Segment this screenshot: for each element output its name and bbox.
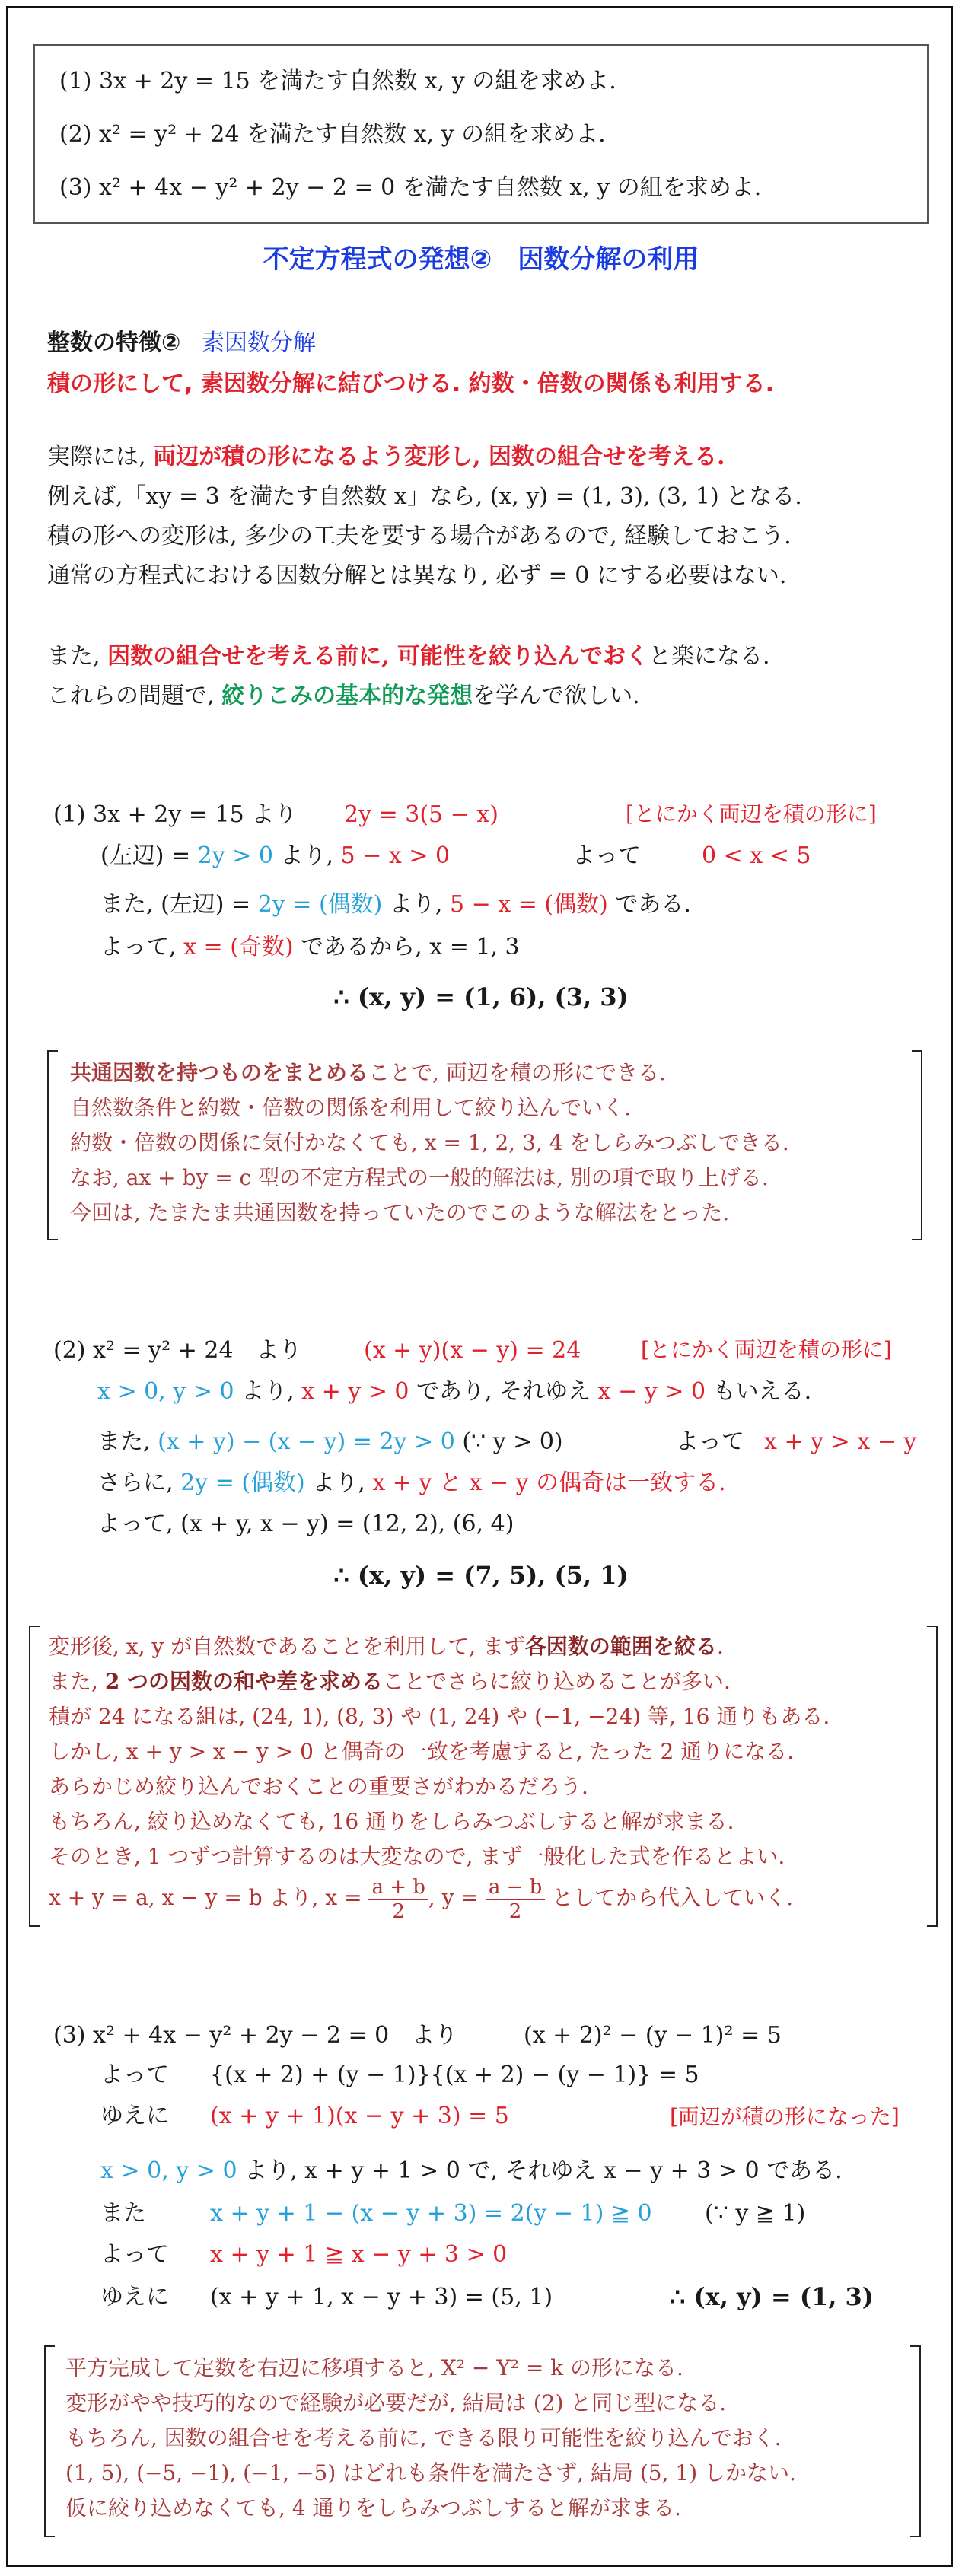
note3-line-5: 仮に絞り込めなくても, 4 通りをしらみつぶしすると解が求まる. xyxy=(65,2495,681,2520)
sol2-r2-d: であり, それゆえ xyxy=(409,1378,598,1405)
note2-l2-a: また, xyxy=(49,1669,105,1694)
intro-l5-c: と楽になる. xyxy=(648,643,770,670)
note1-line-2: 自然数条件と約数・倍数の関係を利用して絞り込んでいく. xyxy=(70,1095,631,1120)
sol1-row-1c: [とにかく両辺を積の形に] xyxy=(626,801,877,826)
note2-line-2 xyxy=(49,1668,731,1696)
sol2-r4-b: 2y = (偶数) xyxy=(180,1469,305,1496)
note1-l1-a: 共通因数を持つものをまとめる xyxy=(70,1060,369,1085)
sol1-r3-d: 5 − x = (偶数) xyxy=(449,891,608,918)
sol3-row-2a: よって xyxy=(100,2062,169,2088)
sol3-answer: ∴ (x, y) = (1, 3) xyxy=(670,2282,874,2311)
sol2-r3-b: (x + y) − (x − y) = 2y > 0 xyxy=(158,1428,455,1455)
sol3-row-1a: (3) x² + 4x − y² + 2y − 2 = 0 より xyxy=(53,2022,458,2049)
note2-line-5: あらかじめ絞り込んでおくことの重要さがわかるだろう. xyxy=(49,1774,588,1799)
note2-line-8 xyxy=(49,1875,793,1923)
sol2-r2-a: x > 0, y > 0 xyxy=(97,1378,234,1405)
feature-desc: 積の形にして, 素因数分解に結びつける. 約数・倍数の関係も利用する. xyxy=(47,371,775,397)
intro-line-2: 例えば,「xy = 3 を満たす自然数 x」なら, (x, y) = (1, 3), (3, 1) となる. xyxy=(47,483,802,510)
feature-topic: 素因数分解 xyxy=(201,330,316,356)
fraction-x-numerator: a + b xyxy=(368,1876,428,1900)
sol1-r2-b: 2y > 0 xyxy=(197,842,273,869)
sol1-answer: ∴ (x, y) = (1, 6), (3, 3) xyxy=(333,982,629,1011)
sol2-answer: ∴ (x, y) = (7, 5), (5, 1) xyxy=(333,1561,629,1590)
note2-l1-c: . xyxy=(716,1634,724,1659)
intro-line-4: 通常の方程式における因数分解とは異なり, 必ず = 0 にする必要はない. xyxy=(47,562,787,589)
sol2-r4-a: さらに, xyxy=(97,1469,181,1496)
sol2-row-5: よって, (x + y, x − y) = (12, 2), (6, 4) xyxy=(97,1511,514,1537)
sol1-r3-a: また, (左辺) = xyxy=(100,891,258,918)
note2-bracket-left xyxy=(29,1626,40,1927)
intro-line-6 xyxy=(47,682,640,711)
note3-line-2: 変形がやや技巧的なので経験が必要だが, 結局は (2) と同じ型になる. xyxy=(65,2390,727,2415)
sol3-row-5c: (∵ y ≧ 1) xyxy=(705,2200,806,2227)
note1-line-5: 今回は, たまたま共通因数を持っていたのでこのような解法をとった. xyxy=(70,1200,730,1225)
note2-l8-a: x + y = a, x − y = b より, x = xyxy=(49,1885,369,1910)
intro-l5-b: 因数の組合せを考える前に, 可能性を絞り込んでおく xyxy=(107,643,648,670)
sol2-row-1b: (x + y)(x − y) = 24 xyxy=(364,1337,581,1364)
sol3-row-4 xyxy=(100,2157,843,2186)
note3-bracket-right xyxy=(910,2345,921,2537)
note2-l1-b: 各因数の範囲を絞る xyxy=(524,1634,717,1659)
sol1-r2-d: 5 − x > 0 xyxy=(340,842,451,869)
sol1-row-4 xyxy=(100,933,520,962)
note2-l1-a: 変形後, x, y が自然数であることを利用して, まず xyxy=(49,1634,525,1659)
note2-l2-c: ことでさらに絞り込めることが多い. xyxy=(383,1669,731,1694)
note1-bracket-left xyxy=(47,1050,58,1240)
sol2-row-2 xyxy=(97,1377,811,1406)
sol2-row-1a: (2) x² = y² + 24 より xyxy=(53,1337,302,1364)
note1-line-4: なお, ax + by = c 型の不定方程式の一般的解法は, 別の項で取り上げる. xyxy=(70,1165,769,1190)
note2-l8-b: , y = xyxy=(428,1885,486,1910)
sol2-r2-f: もいえる. xyxy=(706,1378,812,1405)
sol2-r3-c: (∵ y > 0) xyxy=(454,1428,563,1455)
sol1-r4-a: よって, xyxy=(100,934,184,960)
sol1-r4-c: であるから, x = 1, 3 xyxy=(293,934,520,960)
fraction-x-denominator: 2 xyxy=(392,1899,405,1923)
note2-line-3: 積が 24 になる組は, (24, 1), (8, 3) や (1, 24) や (−1, −24) 等, 16 通りもある. xyxy=(49,1704,830,1729)
intro-l1-b: 両辺が積の形になるよう変形し, 因数の組合せを考える. xyxy=(153,444,725,470)
sol1-r2-c: より, xyxy=(272,842,341,869)
sol2-r4-d: x + y と x − y の偶奇は一致する. xyxy=(372,1469,726,1496)
note1-bracket-right xyxy=(912,1050,922,1240)
sol1-r3-e: である. xyxy=(607,891,691,918)
sol2-row-3e: x + y > x − y xyxy=(764,1428,917,1455)
note2-line-6: もちろん, 絞り込めなくても, 16 通りをしらみつぶしすると解が求まる. xyxy=(49,1809,734,1834)
sol3-row-3c: [両辺が積の形になった] xyxy=(670,2104,900,2129)
sol3-row-5b: x + y + 1 − (x − y + 3) = 2(y − 1) ≧ 0 xyxy=(210,2200,652,2227)
intro-l6-a: これらの問題で, xyxy=(47,683,222,709)
problem-3: (3) x² + 4x − y² + 2y − 2 = 0 を満たす自然数 x, y の組を求めよ. xyxy=(59,174,762,201)
problem-1: (1) 3x + 2y = 15 を満たす自然数 x, y の組を求めよ. xyxy=(59,68,616,94)
intro-l6-b: 絞りこみの基本的な発想 xyxy=(221,683,473,709)
fraction-y-denominator: 2 xyxy=(508,1899,522,1923)
intro-l5-a: また, xyxy=(47,643,108,670)
sol2-r3-a: また, xyxy=(97,1428,158,1455)
sol3-r4-b: より, x + y + 1 > 0 で, それゆえ x − y + 3 > 0 である. xyxy=(237,2157,843,2184)
page-title: 不定方程式の発想② 因数分解の利用 xyxy=(263,244,699,275)
sol2-r2-b: より, xyxy=(234,1378,302,1405)
note1-line-3: 約数・倍数の関係に気付かなくても, x = 1, 2, 3, 4 をしらみつぶしできる. xyxy=(70,1130,789,1155)
note2-line-4: しかし, x + y > x − y > 0 と偶奇の一致を考慮すると, たった 2 通りになる. xyxy=(49,1739,795,1764)
sol3-row-1b: (x + 2)² − (y − 1)² = 5 xyxy=(524,2022,782,2049)
sol1-r4-b: x = (奇数) xyxy=(183,934,294,960)
sol2-row-3 xyxy=(97,1428,563,1457)
note3-line-1: 平方完成して定数を右辺に移項すると, X² − Y² = k の形になる. xyxy=(65,2355,683,2380)
fraction-y-numerator: a − b xyxy=(486,1876,545,1900)
intro-line-5 xyxy=(47,642,770,671)
sol1-row-1a: (1) 3x + 2y = 15 より xyxy=(53,801,298,828)
note2-bracket-right xyxy=(927,1626,938,1927)
sol1-row-2 xyxy=(100,842,450,871)
sol3-row-3b: (x + y + 1)(x − y + 3) = 5 xyxy=(210,2103,509,2129)
sol2-r2-e: x − y > 0 xyxy=(597,1378,706,1405)
intro-l6-c: を学んで欲しい. xyxy=(473,683,640,709)
note2-line-1 xyxy=(49,1633,724,1661)
sol2-row-3d: よって xyxy=(676,1428,744,1455)
sol2-r2-c: x + y > 0 xyxy=(301,1378,409,1405)
note1-line-1 xyxy=(70,1059,666,1087)
sol3-row-7a: ゆえに xyxy=(100,2284,169,2310)
feature-line xyxy=(47,329,316,358)
fraction-x xyxy=(368,1876,428,1923)
sol3-row-2b: {(x + 2) + (y − 1)}{(x + 2) − (y − 1)} = 5 xyxy=(210,2062,699,2088)
sol3-row-6a: よって xyxy=(100,2241,169,2268)
sol3-r4-a: x > 0, y > 0 xyxy=(100,2157,237,2184)
sol1-row-3 xyxy=(100,890,691,919)
note2-l8-c: としてから代入していく. xyxy=(545,1885,794,1910)
intro-line-3: 積の形への変形は, 多少の工夫を要する場合があるので, 経験しておこう. xyxy=(47,523,792,549)
sol3-row-7b: (x + y + 1, x − y + 3) = (5, 1) xyxy=(210,2284,553,2310)
note2-l2-b: 2 つの因数の和や差を求める xyxy=(104,1669,384,1694)
feature-label: 整数の特徴② xyxy=(47,330,181,356)
sol3-row-5a: また xyxy=(100,2200,146,2227)
note2-line-7: そのとき, 1 つずつ計算するのは大変なので, まず一般化した式を作るとよい. xyxy=(49,1844,785,1869)
sol3-row-6b: x + y + 1 ≧ x − y + 3 > 0 xyxy=(210,2241,508,2268)
problem-2: (2) x² = y² + 24 を満たす自然数 x, y の組を求めよ. xyxy=(59,121,606,148)
sol1-row-1b: 2y = 3(5 − x) xyxy=(344,801,499,828)
note3-line-3: もちろん, 因数の組合せを考える前に, できる限り可能性を絞り込んでおく. xyxy=(65,2425,782,2450)
note3-bracket-left xyxy=(44,2345,55,2537)
sol1-r3-c: より, xyxy=(382,891,450,918)
sol1-r2-a: (左辺) = xyxy=(100,842,198,869)
sol1-row-2e: よって xyxy=(572,842,641,869)
sol1-row-2f: 0 < x < 5 xyxy=(702,842,811,869)
sol2-row-4 xyxy=(97,1469,726,1498)
intro-l1-a: 実際には, xyxy=(47,444,154,470)
intro-line-1 xyxy=(47,443,725,472)
sol2-row-1c: [とにかく両辺を積の形に] xyxy=(641,1337,892,1362)
sol2-r4-c: より, xyxy=(304,1469,373,1496)
sol3-row-3a: ゆえに xyxy=(100,2103,169,2129)
note1-l1-b: ことで, 両辺を積の形にできる. xyxy=(368,1060,666,1085)
sol1-r3-b: 2y = (偶数) xyxy=(257,891,383,918)
note3-line-4: (1, 5), (−5, −1), (−1, −5) はどれも条件を満たさず, 結局 (5, 1) しかない. xyxy=(65,2460,796,2485)
fraction-y xyxy=(486,1876,545,1923)
